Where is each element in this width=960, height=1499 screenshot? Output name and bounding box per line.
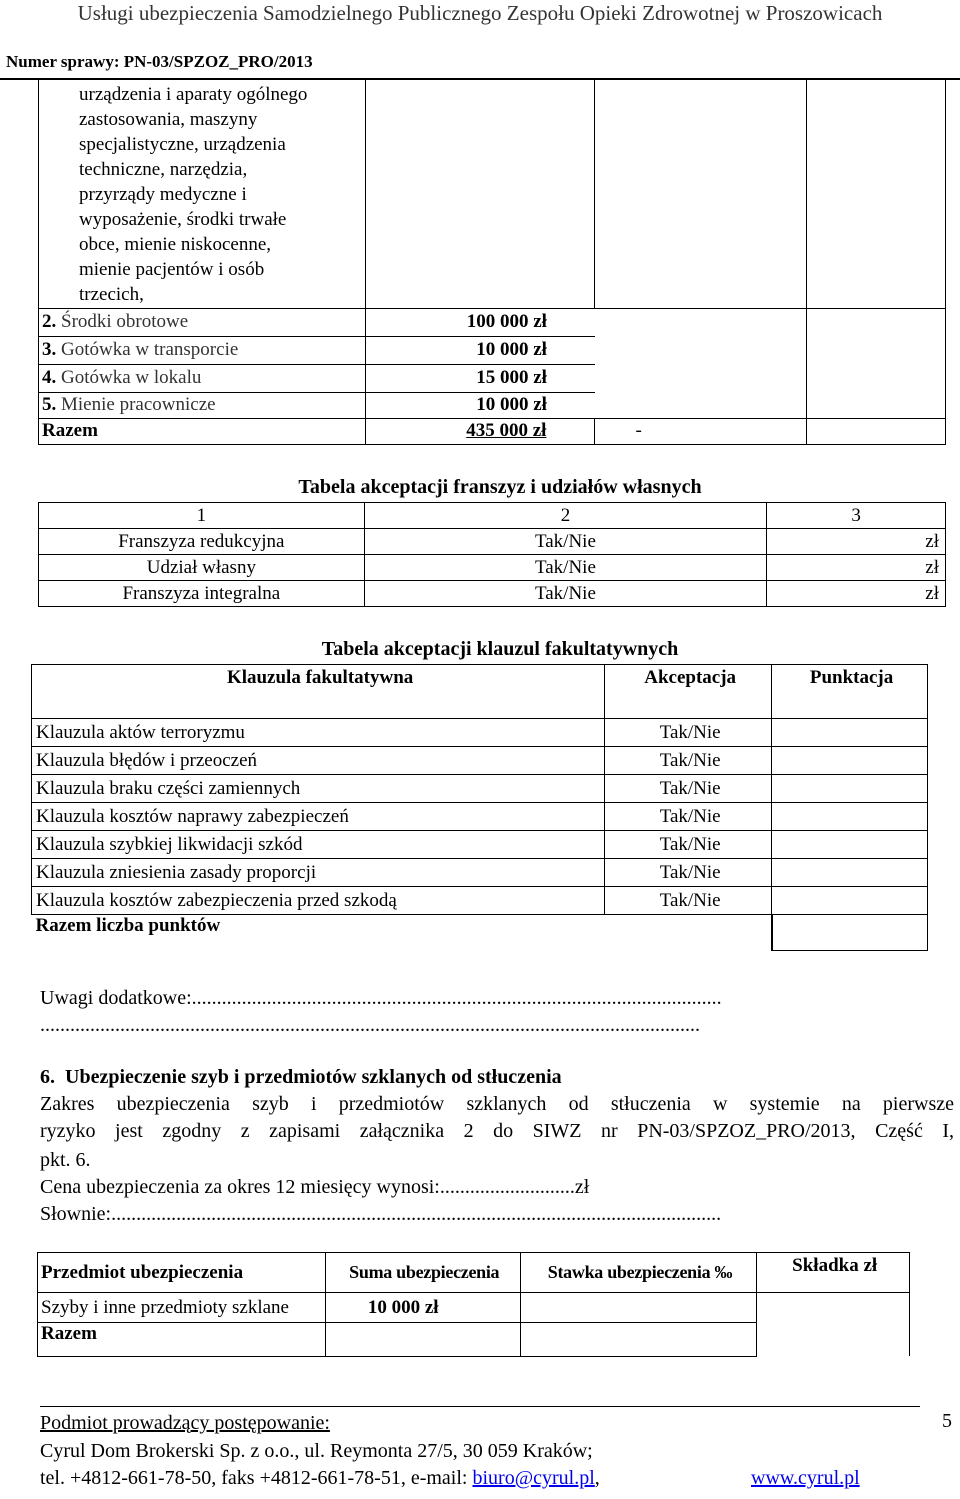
table-row [32,747,928,775]
empty-cell [365,78,595,308]
case-number: Numer sprawy: PN-03/SPZOZ_PRO/2013 [6,52,313,71]
franchise-name: Franszyza integralna [39,581,365,607]
column-header: Przedmiot ubezpieczenia [38,1253,326,1293]
table-total-row [32,915,928,951]
section-6-paragraph-line-3: pkt. 6. [40,1149,91,1171]
footer-contact: tel. +4812-661-78-50, faks +4812-661-78-51, e-mail: biuro@cyrul.pl, [40,1467,600,1489]
unit: zł [767,529,946,555]
franchise-table [38,502,946,607]
unit: zł [767,581,946,607]
words-line: Słownie:.......................................................................................................................... [40,1203,722,1225]
section-6-paragraph-line-1: Zakres ubezpieczenia szyb i przedmiotów szklanych od stłuczenia w systemie na pierwsze [40,1093,954,1115]
empty-cell [807,418,946,444]
section-6-paragraph-line-2: ryzyko jest zgodny z zapisami załącznika 2 do SIWZ nr PN-03/SPZOZ_PRO/2013, Część I, [40,1120,954,1142]
clause-name: Klauzula kosztów zabezpieczenia przed szkodą [32,887,605,915]
accept-value: Tak/Nie [364,581,767,607]
total-dash: - [595,418,807,444]
item-label: Szyby i inne przedmioty szklane [38,1293,326,1323]
table-total-row [38,1323,910,1357]
row-label: Gotówka w lokalu [61,367,202,388]
column-header: Punktacja [772,665,928,719]
clause-name: Klauzula braku części zamiennych [32,775,605,803]
accept-value: Tak/Nie [605,775,772,803]
table-row [39,555,946,581]
remarks-line-1: Uwagi dodatkowe:.......................................................................................................... [40,987,722,1009]
clause-name: Klauzula zniesienia zasady proporcji [32,859,605,887]
row-amount: 100 000 zł [365,308,595,336]
footer-address: Cyrul Dom Brokerski Sp. z o.o., ul. Reymonta 27/5, 30 059 Kraków; [40,1440,593,1462]
empty-cell [807,78,946,308]
table-row [39,529,946,555]
row-amount: 10 000 zł [365,336,595,364]
page-number: 5 [942,1410,952,1432]
row-label: Środki obrotowe [61,311,189,332]
table-total-row [39,418,946,444]
row-number: 5. [42,394,57,415]
email-link[interactable]: biuro@cyrul.pl [472,1467,595,1489]
column-header: 1 [39,503,365,529]
table-row [39,336,946,364]
continued-description: urządzenia i aparaty ogólnego zastosowania, maszyny specjalistyczne, urządzenia techniczne, narzędzia, przyrządy medyczne i wyposażenie, środki trwałe obce, mienie niskocenne, mienie pacjentów i osób trzecich, [39,78,366,308]
total-points-cell [772,915,928,951]
total-amount: 435 000 zł [365,418,595,444]
table-border [909,1292,910,1356]
table-header-row [39,503,946,529]
footer-label: Podmiot prowadzący postępowanie: [40,1412,330,1434]
column-header: Suma ubezpieczenia [325,1253,520,1293]
clauses-table-caption: Tabela akceptacji klauzul fakultatywnych [321,638,679,660]
remarks-line-2: .................................................................................................................................... [40,1014,700,1036]
glass-insurance-table [37,1252,910,1357]
column-header: 3 [767,503,946,529]
column-header: Klauzula fakultatywna [32,665,605,719]
franchise-name: Udział własny [39,555,365,581]
item-sum: 10 000 zł [325,1293,520,1323]
table-row [39,364,946,392]
franchise-name: Franszyza redukcyjna [39,529,365,555]
table-row [39,308,946,336]
footer-website [751,1467,860,1490]
table-header-row [38,1253,910,1293]
row-label: Gotówka w transporcie [61,339,239,360]
total-label: Razem [39,418,366,444]
property-insurance-table [38,78,946,445]
table-row [39,392,946,418]
accept-value: Tak/Nie [605,803,772,831]
table-row [39,581,946,607]
total-label: Razem [38,1323,326,1357]
row-amount: 10 000 zł [365,392,595,418]
table-row [32,859,928,887]
footer-divider [40,1406,920,1407]
column-header: Składka zł [757,1253,910,1293]
accept-value: Tak/Nie [605,719,772,747]
price-line: Cena ubezpieczenia za okres 12 miesięcy wynosi:...........................zł [40,1176,590,1198]
table-header-row [32,665,928,719]
table-row [32,831,928,859]
table-row [32,803,928,831]
clause-name: Klauzula szybkiej likwidacji szkód [32,831,605,859]
table-row [32,719,928,747]
column-header: 2 [364,503,767,529]
document-header-title: Usługi ubezpieczenia Samodzielnego Publicznego Zespołu Opieki Zdrowotnej w Proszowicach [77,1,883,25]
clauses-table [31,664,928,951]
section-6-heading: 6. Ubezpieczenie szyb i przedmiotów szklanych od stłuczenia [40,1066,562,1088]
table-row [32,887,928,915]
row-amount: 15 000 zł [365,364,595,392]
accept-value: Tak/Nie [364,529,767,555]
table-row [38,1293,910,1323]
accept-value: Tak/Nie [605,859,772,887]
website-link[interactable]: www.cyrul.pl [751,1467,860,1489]
clause-name: Klauzula błędów i przeoczeń [32,747,605,775]
row-label: Mienie pracownicze [61,394,216,415]
accept-value: Tak/Nie [605,747,772,775]
unit: zł [767,555,946,581]
total-label: Razem liczba punktów [35,915,221,936]
table-row [32,775,928,803]
clause-name: Klauzula aktów terroryzmu [32,719,605,747]
franchise-table-caption: Tabela akceptacji franszyz i udziałów własnych [298,476,702,498]
clause-name: Klauzula kosztów naprawy zabezpieczeń [32,803,605,831]
row-number: 2. [42,311,57,332]
row-number: 3. [42,339,57,360]
accept-value: Tak/Nie [364,555,767,581]
column-header: Akceptacja [605,665,772,719]
accept-value: Tak/Nie [605,831,772,859]
column-header: Stawka ubezpieczenia ‰ [520,1253,757,1293]
row-number: 4. [42,367,57,388]
empty-cell [595,78,807,308]
accept-value: Tak/Nie [605,887,772,915]
